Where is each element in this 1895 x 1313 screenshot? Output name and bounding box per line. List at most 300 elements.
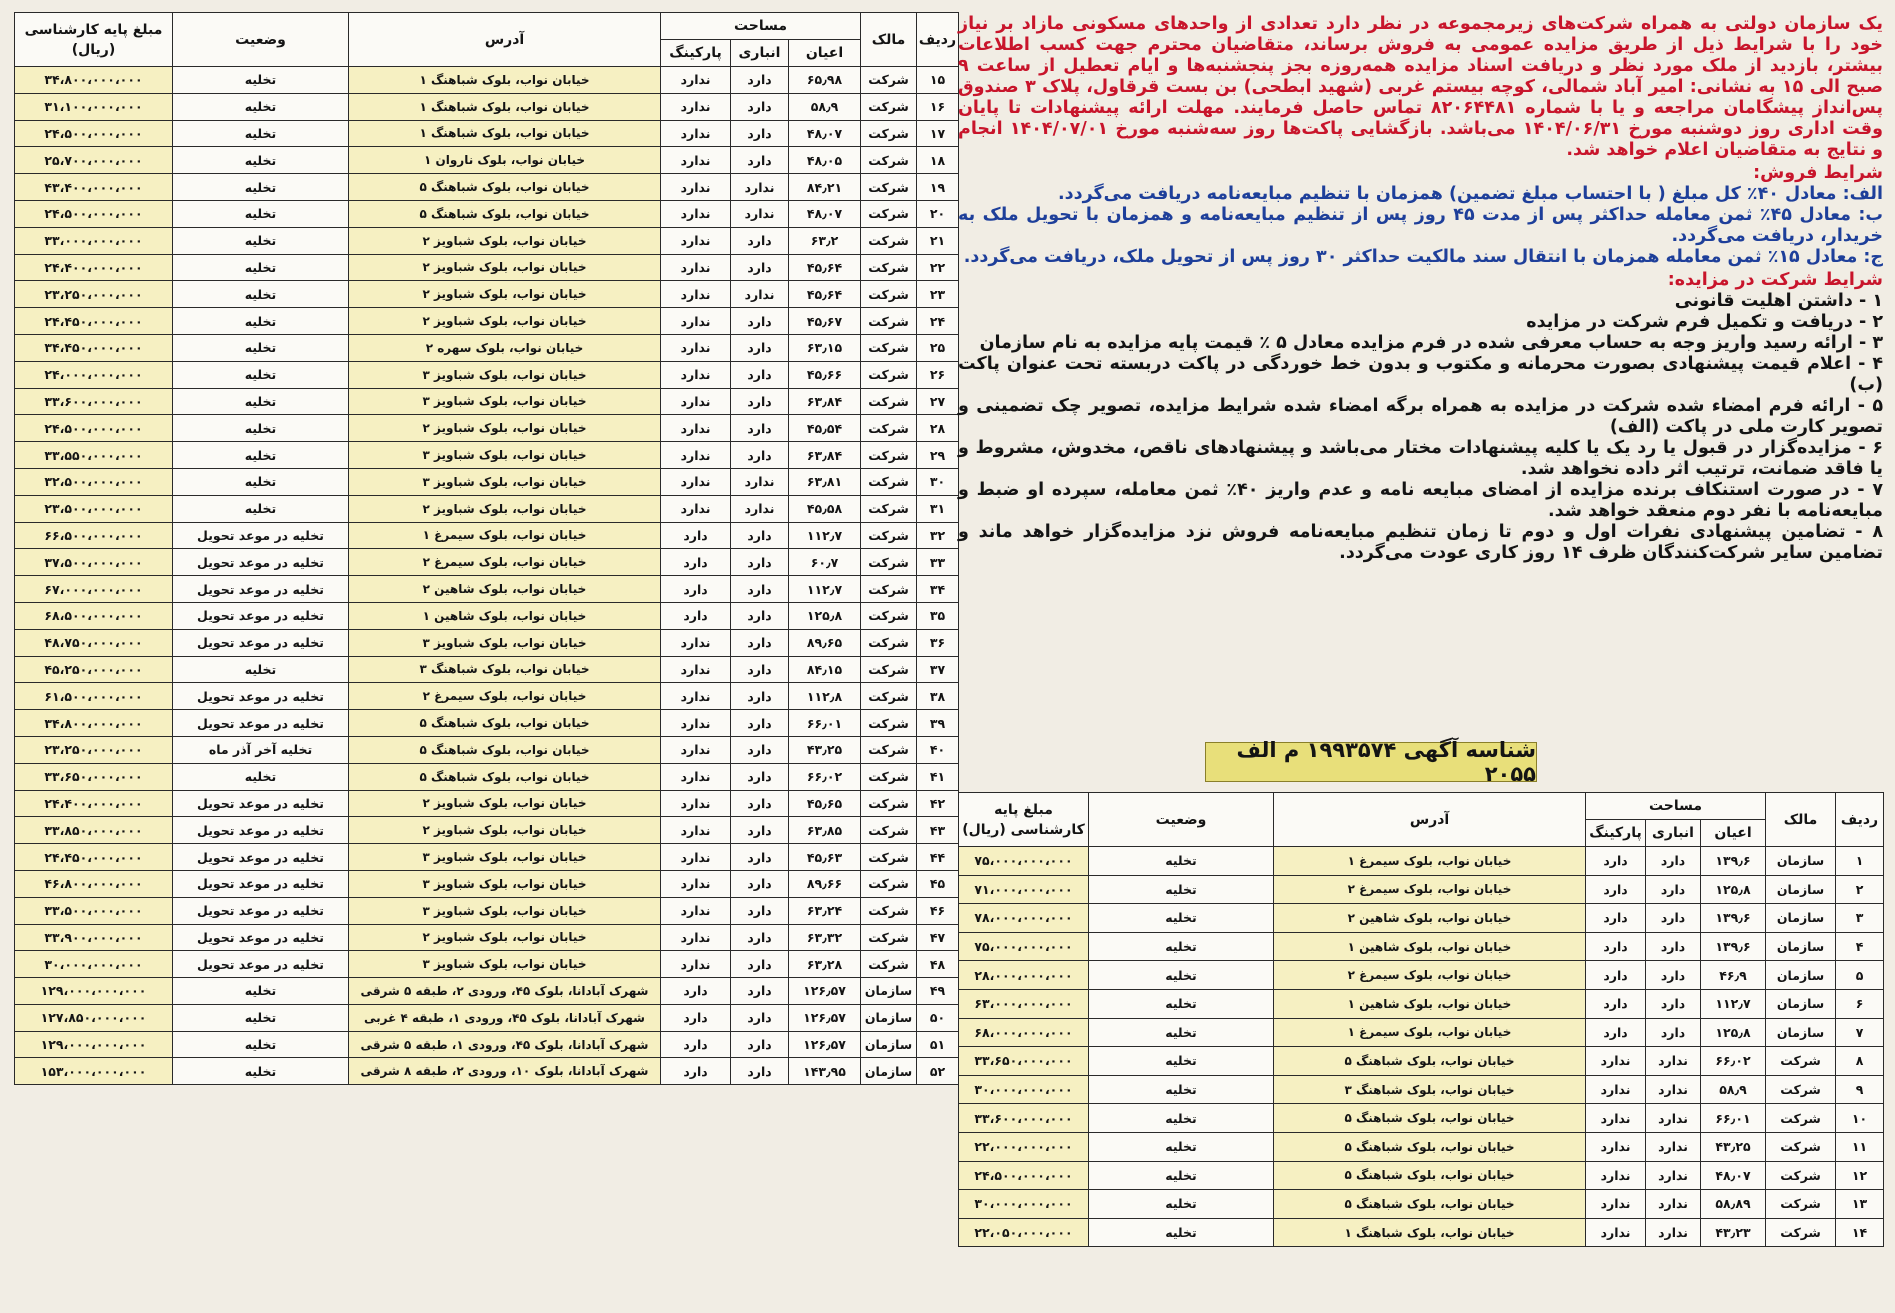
- cell-owner: شرکت: [861, 442, 917, 469]
- cell-address: خیابان نواب، بلوک سیمرغ ۲: [349, 683, 661, 710]
- cell-row-number: ۲: [1836, 875, 1884, 904]
- participation-term: ۱ - داشتن اهلیت قانونی: [1674, 291, 1883, 311]
- cell-row-number: ۸: [1836, 1047, 1884, 1076]
- cell-row-number: ۴۵: [917, 870, 959, 897]
- table-row: [15, 200, 959, 227]
- table-row: [15, 468, 959, 495]
- table-row: [15, 1031, 959, 1058]
- cell-address: خیابان نواب، بلوک شباویز ۳: [349, 388, 661, 415]
- cell-storage: دارد: [731, 736, 789, 763]
- cell-storage: دارد: [731, 602, 789, 629]
- cell-status: تخلیه: [173, 227, 349, 254]
- cell-status: تخلیه در موعد تحویل: [173, 683, 349, 710]
- cell-owner: سازمان: [1766, 875, 1836, 904]
- cell-building-area: ۶۳٫۸۴: [789, 388, 861, 415]
- cell-address: خیابان نواب، بلوک شباهنگ ۱: [349, 93, 661, 120]
- cell-row-number: ۳۴: [917, 576, 959, 603]
- cell-base-price: ۳۰،۰۰۰،۰۰۰،۰۰۰: [959, 1075, 1089, 1104]
- cell-owner: شرکت: [861, 468, 917, 495]
- cell-base-price: ۴۳،۴۰۰،۰۰۰،۰۰۰: [15, 174, 173, 201]
- cell-address: خیابان نواب، بلوک سیمرغ ۱: [349, 522, 661, 549]
- cell-row-number: ۳۷: [917, 656, 959, 683]
- table-row: [15, 629, 959, 656]
- cell-parking: ندارد: [1586, 1075, 1646, 1104]
- cell-owner: شرکت: [861, 147, 917, 174]
- cell-status: تخلیه: [173, 468, 349, 495]
- cell-owner: شرکت: [861, 93, 917, 120]
- cell-status: تخلیه: [173, 1058, 349, 1085]
- cell-building-area: ۶۳٫۱۵: [789, 334, 861, 361]
- cell-owner: شرکت: [861, 67, 917, 94]
- cell-address: خیابان نواب، بلوک شباویز ۳: [349, 361, 661, 388]
- cell-storage: دارد: [731, 710, 789, 737]
- cell-base-price: ۲۳،۲۵۰،۰۰۰،۰۰۰: [15, 281, 173, 308]
- cell-parking: ندارد: [1586, 1161, 1646, 1190]
- cell-parking: ندارد: [661, 174, 731, 201]
- cell-parking: دارد: [1586, 847, 1646, 876]
- cell-parking: دارد: [661, 549, 731, 576]
- cell-owner: سازمان: [1766, 904, 1836, 933]
- cell-building-area: ۸۹٫۶۵: [789, 629, 861, 656]
- cell-owner: شرکت: [861, 522, 917, 549]
- cell-storage: دارد: [1646, 961, 1701, 990]
- cell-base-price: ۲۲،۰۵۰،۰۰۰،۰۰۰: [959, 1218, 1089, 1247]
- cell-address: خیابان نواب، بلوک شباویز ۲: [349, 495, 661, 522]
- cell-row-number: ۴۰: [917, 736, 959, 763]
- cell-owner: شرکت: [861, 736, 917, 763]
- cell-parking: دارد: [1586, 1018, 1646, 1047]
- header-parking: پارکینگ: [1586, 820, 1646, 847]
- cell-address: خیابان نواب، بلوک شباهنگ ۳: [1274, 1075, 1586, 1104]
- listings-body-left: [15, 67, 959, 1085]
- header-area: مساحت: [1586, 793, 1766, 820]
- cell-base-price: ۳۴،۸۰۰،۰۰۰،۰۰۰: [15, 710, 173, 737]
- cell-row-number: ۱: [1836, 847, 1884, 876]
- cell-building-area: ۶۳٫۲: [789, 227, 861, 254]
- table-row: [959, 1190, 1884, 1219]
- cell-building-area: ۴۳٫۲۵: [789, 736, 861, 763]
- cell-status: تخلیه: [173, 174, 349, 201]
- table-row: [15, 415, 959, 442]
- table-row: [959, 961, 1884, 990]
- table-row: [15, 951, 959, 978]
- cell-building-area: ۸۴٫۱۵: [789, 656, 861, 683]
- cell-parking: دارد: [661, 1058, 731, 1085]
- cell-parking: ندارد: [661, 67, 731, 94]
- table-row: [15, 790, 959, 817]
- cell-base-price: ۶۸،۵۰۰،۰۰۰،۰۰۰: [15, 602, 173, 629]
- cell-base-price: ۶۳،۰۰۰،۰۰۰،۰۰۰: [959, 989, 1089, 1018]
- cell-base-price: ۲۴،۵۰۰،۰۰۰،۰۰۰: [959, 1161, 1089, 1190]
- table-row: [15, 147, 959, 174]
- cell-status: تخلیه: [1089, 1047, 1274, 1076]
- cell-status: تخلیه: [1089, 875, 1274, 904]
- cell-building-area: ۶۶٫۰۱: [1701, 1104, 1766, 1133]
- cell-parking: ندارد: [661, 442, 731, 469]
- header-area: مساحت: [661, 13, 861, 40]
- cell-base-price: ۱۲۷،۸۵۰،۰۰۰،۰۰۰: [15, 1004, 173, 1031]
- cell-status: تخلیه: [173, 120, 349, 147]
- cell-storage: دارد: [731, 147, 789, 174]
- cell-base-price: ۲۴،۴۰۰،۰۰۰،۰۰۰: [15, 254, 173, 281]
- cell-base-price: ۷۵،۰۰۰،۰۰۰،۰۰۰: [959, 847, 1089, 876]
- cell-status: تخلیه: [173, 978, 349, 1005]
- cell-base-price: ۳۴،۸۰۰،۰۰۰،۰۰۰: [15, 67, 173, 94]
- table-row: [15, 254, 959, 281]
- header-owner: مالک: [1766, 793, 1836, 847]
- cell-building-area: ۱۲۶٫۵۷: [789, 1004, 861, 1031]
- cell-base-price: ۳۳،۰۰۰،۰۰۰،۰۰۰: [15, 227, 173, 254]
- cell-status: تخلیه در موعد تحویل: [173, 522, 349, 549]
- cell-parking: دارد: [1586, 961, 1646, 990]
- cell-address: خیابان نواب، بلوک شباهنگ ۵: [349, 174, 661, 201]
- cell-parking: دارد: [1586, 989, 1646, 1018]
- cell-row-number: ۲۹: [917, 442, 959, 469]
- table-row: [15, 576, 959, 603]
- cell-row-number: ۳۳: [917, 549, 959, 576]
- cell-row-number: ۲۳: [917, 281, 959, 308]
- header-parking: پارکینگ: [661, 40, 731, 67]
- cell-status: تخلیه در موعد تحویل: [173, 844, 349, 871]
- cell-base-price: ۳۲،۵۰۰،۰۰۰،۰۰۰: [15, 468, 173, 495]
- table-row: [15, 334, 959, 361]
- cell-status: تخلیه در موعد تحویل: [173, 951, 349, 978]
- cell-status: تخلیه: [173, 334, 349, 361]
- cell-address: خیابان نواب، بلوک شباهنگ ۵: [1274, 1132, 1586, 1161]
- cell-storage: دارد: [731, 790, 789, 817]
- header-row: ردیف: [1836, 793, 1884, 847]
- cell-storage: دارد: [731, 308, 789, 335]
- cell-base-price: ۱۲۹،۰۰۰،۰۰۰،۰۰۰: [15, 978, 173, 1005]
- cell-address: خیابان نواب، بلوک شباویز ۳: [349, 442, 661, 469]
- cell-status: تخلیه: [1089, 904, 1274, 933]
- cell-base-price: ۲۴،۴۵۰،۰۰۰،۰۰۰: [15, 844, 173, 871]
- cell-owner: شرکت: [861, 683, 917, 710]
- cell-building-area: ۱۱۲٫۷: [789, 522, 861, 549]
- cell-parking: دارد: [661, 1031, 731, 1058]
- cell-parking: ندارد: [661, 710, 731, 737]
- cell-owner: سازمان: [861, 1004, 917, 1031]
- listings-body-right: [959, 847, 1884, 1247]
- cell-row-number: ۴۳: [917, 817, 959, 844]
- cell-parking: ندارد: [661, 736, 731, 763]
- cell-row-number: ۴: [1836, 932, 1884, 961]
- cell-building-area: ۴۳٫۲۳: [1701, 1218, 1766, 1247]
- table-row: [15, 93, 959, 120]
- table-row: [15, 683, 959, 710]
- cell-base-price: ۲۵،۷۰۰،۰۰۰،۰۰۰: [15, 147, 173, 174]
- cell-base-price: ۳۳،۶۵۰،۰۰۰،۰۰۰: [15, 763, 173, 790]
- sale-term: الف: معادل ۴۰٪ کل مبلغ ( با احتساب مبلغ تضمین) همزمان با تنظیم مبایعه‌نامه دریافت می‌گردد.: [1057, 184, 1883, 204]
- cell-storage: ندارد: [1646, 1132, 1701, 1161]
- table-row: [15, 897, 959, 924]
- cell-status: تخلیه: [173, 361, 349, 388]
- cell-owner: شرکت: [861, 334, 917, 361]
- cell-row-number: ۵۲: [917, 1058, 959, 1085]
- cell-storage: دارد: [731, 1004, 789, 1031]
- cell-building-area: ۱۱۲٫۷: [789, 576, 861, 603]
- cell-owner: شرکت: [861, 549, 917, 576]
- cell-parking: ندارد: [1586, 1104, 1646, 1133]
- cell-building-area: ۴۵٫۶۳: [789, 844, 861, 871]
- cell-address: خیابان نواب، بلوک ناروان ۱: [349, 147, 661, 174]
- table-row: [15, 442, 959, 469]
- cell-storage: دارد: [1646, 1018, 1701, 1047]
- cell-parking: دارد: [1586, 875, 1646, 904]
- header-address: آدرس: [1274, 793, 1586, 847]
- cell-building-area: ۶۳٫۸۵: [789, 817, 861, 844]
- cell-owner: شرکت: [1766, 1047, 1836, 1076]
- cell-address: خیابان نواب، بلوک شباویز ۲: [349, 817, 661, 844]
- cell-parking: دارد: [661, 576, 731, 603]
- cell-status: تخلیه: [173, 308, 349, 335]
- participation-conditions-title: شرایط شرکت در مزایده:: [1667, 270, 1883, 290]
- cell-base-price: ۴۸،۷۵۰،۰۰۰،۰۰۰: [15, 629, 173, 656]
- cell-parking: ندارد: [1586, 1047, 1646, 1076]
- cell-building-area: ۶۶٫۰۲: [1701, 1047, 1766, 1076]
- cell-row-number: ۳۶: [917, 629, 959, 656]
- cell-base-price: ۳۳،۹۰۰،۰۰۰،۰۰۰: [15, 924, 173, 951]
- cell-status: تخلیه: [1089, 932, 1274, 961]
- header-status: وضعیت: [1089, 793, 1274, 847]
- cell-storage: دارد: [731, 1031, 789, 1058]
- cell-address: خیابان نواب، بلوک شاهین ۱: [1274, 932, 1586, 961]
- cell-storage: ندارد: [731, 174, 789, 201]
- table-row: [15, 924, 959, 951]
- cell-address: خیابان نواب، بلوک سهره ۲: [349, 334, 661, 361]
- cell-row-number: ۴۷: [917, 924, 959, 951]
- cell-owner: سازمان: [861, 978, 917, 1005]
- cell-status: تخلیه: [173, 147, 349, 174]
- cell-address: خیابان نواب، بلوک شباویز ۳: [349, 629, 661, 656]
- cell-address: شهرک آبادانا، بلوک ۴۵، ورودی ۲، طبقه ۵ شرقی: [349, 978, 661, 1005]
- cell-storage: دارد: [731, 549, 789, 576]
- cell-parking: ندارد: [1586, 1132, 1646, 1161]
- cell-building-area: ۴۸٫۰۵: [789, 147, 861, 174]
- cell-base-price: ۳۳،۶۰۰،۰۰۰،۰۰۰: [959, 1104, 1089, 1133]
- cell-status: تخلیه: [1089, 1132, 1274, 1161]
- cell-parking: ندارد: [661, 817, 731, 844]
- cell-owner: شرکت: [861, 844, 917, 871]
- cell-storage: دارد: [731, 683, 789, 710]
- cell-storage: ندارد: [731, 495, 789, 522]
- cell-building-area: ۴۵٫۶۴: [789, 254, 861, 281]
- cell-address: خیابان نواب، بلوک شباهنگ ۵: [349, 200, 661, 227]
- cell-row-number: ۲۰: [917, 200, 959, 227]
- cell-storage: دارد: [1646, 989, 1701, 1018]
- table-row: [959, 932, 1884, 961]
- cell-status: تخلیه در موعد تحویل: [173, 549, 349, 576]
- cell-owner: سازمان: [1766, 989, 1836, 1018]
- header-row: ردیف: [917, 13, 959, 67]
- cell-status: تخلیه در موعد تحویل: [173, 602, 349, 629]
- cell-storage: دارد: [731, 67, 789, 94]
- table-row: [959, 989, 1884, 1018]
- cell-storage: ندارد: [731, 281, 789, 308]
- cell-status: تخلیه: [173, 442, 349, 469]
- cell-building-area: ۴۸٫۰۷: [1701, 1161, 1766, 1190]
- cell-base-price: ۲۳،۲۵۰،۰۰۰،۰۰۰: [15, 736, 173, 763]
- cell-row-number: ۲۲: [917, 254, 959, 281]
- header-owner: مالک: [861, 13, 917, 67]
- cell-status: تخلیه در موعد تحویل: [173, 924, 349, 951]
- cell-status: تخلیه در موعد تحویل: [173, 629, 349, 656]
- header-storage: انباری: [1646, 820, 1701, 847]
- cell-row-number: ۲۴: [917, 308, 959, 335]
- cell-row-number: ۱۰: [1836, 1104, 1884, 1133]
- cell-storage: دارد: [731, 361, 789, 388]
- cell-building-area: ۱۲۶٫۵۷: [789, 978, 861, 1005]
- cell-row-number: ۲۶: [917, 361, 959, 388]
- cell-parking: دارد: [661, 602, 731, 629]
- cell-status: تخلیه: [173, 254, 349, 281]
- cell-owner: شرکت: [861, 254, 917, 281]
- cell-address: شهرک آبادانا، بلوک ۴۵، ورودی ۱، طبقه ۵ شرقی: [349, 1031, 661, 1058]
- cell-row-number: ۵۱: [917, 1031, 959, 1058]
- table-row: [15, 361, 959, 388]
- cell-storage: دارد: [731, 254, 789, 281]
- ad-id-badge: شناسه آگهی ۱۹۹۳۵۷۴ م الف ۲۰۵۵: [1205, 742, 1537, 782]
- cell-owner: شرکت: [861, 629, 917, 656]
- cell-parking: دارد: [1586, 932, 1646, 961]
- cell-building-area: ۵۸٫۹: [789, 93, 861, 120]
- cell-row-number: ۴۸: [917, 951, 959, 978]
- cell-building-area: ۴۸٫۰۷: [789, 200, 861, 227]
- cell-building-area: ۴۵٫۶۵: [789, 790, 861, 817]
- cell-base-price: ۲۲،۰۰۰،۰۰۰،۰۰۰: [959, 1132, 1089, 1161]
- header-price: مبلغ پایه کارشناسی (ریال): [15, 13, 173, 67]
- cell-owner: شرکت: [861, 281, 917, 308]
- cell-parking: ندارد: [661, 656, 731, 683]
- cell-owner: سازمان: [1766, 961, 1836, 990]
- cell-owner: شرکت: [861, 710, 917, 737]
- cell-building-area: ۶۵٫۹۸: [789, 67, 861, 94]
- cell-owner: سازمان: [1766, 1018, 1836, 1047]
- cell-building-area: ۶۳٫۳۲: [789, 924, 861, 951]
- cell-address: خیابان نواب، بلوک شباهنگ ۱: [349, 67, 661, 94]
- participation-term: ۵ - ارائه فرم امضاء شده شرکت در مزایده به همراه برگه امضاء شده شرایط مزایده، تصویر چک تضمینی و تصویر کارت ملی در پاکت (الف): [958, 396, 1883, 437]
- cell-row-number: ۳۹: [917, 710, 959, 737]
- cell-parking: ندارد: [661, 120, 731, 147]
- cell-storage: دارد: [731, 951, 789, 978]
- table-row: [959, 1018, 1884, 1047]
- cell-status: تخلیه: [173, 93, 349, 120]
- cell-owner: شرکت: [861, 817, 917, 844]
- cell-status: تخلیه: [173, 656, 349, 683]
- cell-storage: ندارد: [1646, 1161, 1701, 1190]
- table-row: [959, 875, 1884, 904]
- cell-address: خیابان نواب، بلوک سیمرغ ۱: [1274, 847, 1586, 876]
- cell-row-number: ۴۶: [917, 897, 959, 924]
- cell-building-area: ۴۶٫۹: [1701, 961, 1766, 990]
- cell-status: تخلیه: [1089, 989, 1274, 1018]
- cell-storage: دارد: [731, 93, 789, 120]
- cell-building-area: ۵۸٫۹: [1701, 1075, 1766, 1104]
- cell-parking: ندارد: [661, 844, 731, 871]
- cell-base-price: ۶۷،۰۰۰،۰۰۰،۰۰۰: [15, 576, 173, 603]
- cell-base-price: ۴۶،۸۰۰،۰۰۰،۰۰۰: [15, 870, 173, 897]
- table-row: [15, 844, 959, 871]
- cell-building-area: ۱۲۵٫۸: [1701, 875, 1766, 904]
- cell-row-number: ۱۵: [917, 67, 959, 94]
- participation-term: ۶ - مزایده‌گزار در قبول یا رد یک یا کلیه پیشنهادات مختار می‌باشد و پیشنهادهای ناقص، مخدوش، مشروط و یا فاقد ضمانت، ترتیب اثر داده نخواهد شد.: [958, 438, 1883, 479]
- cell-address: خیابان نواب، بلوک شباویز ۳: [349, 468, 661, 495]
- cell-parking: ندارد: [661, 93, 731, 120]
- cell-status: تخلیه: [1089, 961, 1274, 990]
- cell-address: خیابان نواب، بلوک شباویز ۳: [349, 870, 661, 897]
- cell-owner: شرکت: [1766, 1161, 1836, 1190]
- cell-building-area: ۶۰٫۷: [789, 549, 861, 576]
- cell-storage: دارد: [731, 629, 789, 656]
- cell-address: شهرک آبادانا، بلوک ۱۰، ورودی ۲، طبقه ۸ شرقی: [349, 1058, 661, 1085]
- cell-building-area: ۶۶٫۰۲: [789, 763, 861, 790]
- cell-parking: ندارد: [661, 870, 731, 897]
- cell-parking: ندارد: [661, 281, 731, 308]
- cell-base-price: ۶۸،۰۰۰،۰۰۰،۰۰۰: [959, 1018, 1089, 1047]
- cell-storage: دارد: [731, 924, 789, 951]
- cell-status: تخلیه در موعد تحویل: [173, 817, 349, 844]
- cell-parking: ندارد: [661, 790, 731, 817]
- cell-storage: دارد: [731, 415, 789, 442]
- cell-row-number: ۷: [1836, 1018, 1884, 1047]
- cell-storage: دارد: [731, 576, 789, 603]
- cell-address: خیابان نواب، بلوک شباهنگ ۵: [349, 763, 661, 790]
- cell-storage: ندارد: [1646, 1190, 1701, 1219]
- cell-base-price: ۲۳،۵۰۰،۰۰۰،۰۰۰: [15, 495, 173, 522]
- cell-address: خیابان نواب، بلوک شباویز ۳: [349, 897, 661, 924]
- cell-address: خیابان نواب، بلوک شباویز ۳: [349, 844, 661, 871]
- cell-base-price: ۳۳،۵۵۰،۰۰۰،۰۰۰: [15, 442, 173, 469]
- cell-owner: شرکت: [861, 200, 917, 227]
- cell-parking: ندارد: [1586, 1190, 1646, 1219]
- cell-storage: دارد: [731, 120, 789, 147]
- cell-row-number: ۶: [1836, 989, 1884, 1018]
- cell-status: تخلیه: [1089, 1218, 1274, 1247]
- cell-row-number: ۴۲: [917, 790, 959, 817]
- cell-status: تخلیه: [173, 763, 349, 790]
- cell-owner: شرکت: [861, 576, 917, 603]
- cell-row-number: ۲۸: [917, 415, 959, 442]
- cell-building-area: ۸۹٫۶۶: [789, 870, 861, 897]
- cell-status: تخلیه: [173, 495, 349, 522]
- cell-base-price: ۳۰،۰۰۰،۰۰۰،۰۰۰: [15, 951, 173, 978]
- cell-status: تخلیه: [1089, 1018, 1274, 1047]
- cell-address: خیابان نواب، بلوک سیمرغ ۲: [1274, 875, 1586, 904]
- cell-address: خیابان نواب، بلوک سیمرغ ۲: [1274, 961, 1586, 990]
- cell-base-price: ۲۴،۴۵۰،۰۰۰،۰۰۰: [15, 308, 173, 335]
- cell-address: خیابان نواب، بلوک شاهین ۱: [1274, 989, 1586, 1018]
- cell-base-price: ۶۶،۵۰۰،۰۰۰،۰۰۰: [15, 522, 173, 549]
- cell-base-price: ۱۲۹،۰۰۰،۰۰۰،۰۰۰: [15, 1031, 173, 1058]
- cell-owner: شرکت: [861, 870, 917, 897]
- cell-status: تخلیه: [173, 281, 349, 308]
- table-row: [959, 847, 1884, 876]
- cell-owner: شرکت: [861, 924, 917, 951]
- cell-parking: ندارد: [661, 308, 731, 335]
- cell-row-number: ۵: [1836, 961, 1884, 990]
- cell-parking: ندارد: [661, 683, 731, 710]
- cell-address: خیابان نواب، بلوک شباویز ۳: [349, 951, 661, 978]
- cell-building-area: ۱۳۹٫۶: [1701, 904, 1766, 933]
- participation-term: ۴ - اعلام قیمت پیشنهادی بصورت محرمانه و مکتوب و بدون خط خوردگی در پاکت دربسته تحت عنوان پاکت (ب): [958, 354, 1883, 395]
- cell-address: خیابان نواب، بلوک شباهنگ ۳: [349, 656, 661, 683]
- cell-parking: ندارد: [661, 763, 731, 790]
- cell-status: تخلیه در موعد تحویل: [173, 870, 349, 897]
- cell-row-number: ۱۸: [917, 147, 959, 174]
- table-row: [959, 904, 1884, 933]
- cell-base-price: ۷۱،۰۰۰،۰۰۰،۰۰۰: [959, 875, 1089, 904]
- cell-building-area: ۴۵٫۶۷: [789, 308, 861, 335]
